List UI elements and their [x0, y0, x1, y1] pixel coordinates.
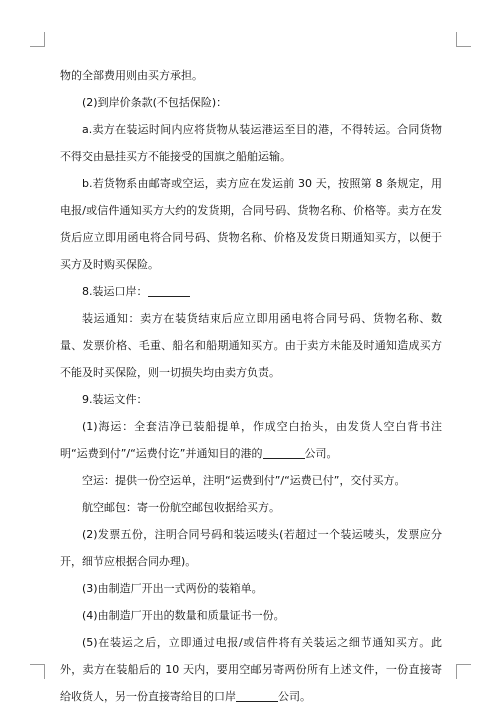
paragraph-quality-certificate	[60, 602, 442, 629]
paragraph-text: 8.装运口岸：	[82, 285, 148, 298]
crop-mark-bottom-left	[30, 664, 45, 679]
paragraph-clause-b	[60, 170, 442, 278]
paragraph-tail-text: 公司。	[278, 690, 311, 703]
paragraph-port-of-shipment	[60, 278, 442, 305]
paragraph-clause-a	[60, 116, 442, 170]
paragraph-text: (5)在装运之后，立即通过电报/或信件将有关装运之细节通知买方。此外，卖方在装船后的 10 天内，要用空邮另寄两份所有上述文件，一份直接寄给收货人，另一份直接寄给目的口岸	[60, 636, 442, 703]
document-body	[60, 62, 442, 710]
paragraph-ocean-transport	[60, 413, 442, 467]
paragraph-text: 物的全部费用则由买方承担。	[60, 69, 203, 82]
paragraph-text: 空运：提供一份空运单，注明“运费到付”/“运费已付”，交付买方。	[82, 474, 406, 487]
paragraph-air-transport	[60, 467, 442, 494]
paragraph-post-shipment-notice	[60, 629, 442, 710]
crop-mark-top-right	[456, 32, 471, 47]
paragraph-tail-text: 公司。	[304, 447, 338, 460]
paragraph-text: (2)到岸价条款(不包括保险)：	[82, 96, 228, 109]
blank-line-port-of-shipment	[148, 284, 190, 297]
paragraph-shipping-notice	[60, 305, 442, 386]
paragraph-text: (1)海运：全套洁净已装船提单，作成空白抬头，由发货人空白背书注明“运费到付”/“运费付讫”并通知目的港的	[60, 420, 442, 460]
blank-line-company-destination	[263, 446, 305, 459]
paragraph-text: 航空邮包：寄一份航空邮包收据给买方。	[82, 501, 280, 514]
paragraph-text: 9.装运文件：	[82, 393, 148, 406]
paragraph-cfr-terms-heading	[60, 89, 442, 116]
paragraph-text: (3)由制造厂开出一式两份的装箱单。	[82, 582, 263, 595]
crop-mark-top-left	[30, 32, 45, 47]
paragraph-text: a.卖方在装运时间内应将货物从装运港运至目的港，不得转运。合同货物不得交由悬挂买方不能接受的国旗之船舶运输。	[60, 123, 442, 163]
paragraph-text: (4)由制造厂开出的数量和质量证书一份。	[82, 609, 285, 622]
paragraph-invoices	[60, 521, 442, 575]
paragraph-text: b.若货物系由邮寄或空运，卖方应在发运前 30 天，按照第 8 条规定，用电报/或信件通知买方大约的发货期，合同号码、货物名称、价格等。卖方在发货后应立即用函电将合同号码、货物名称、价格及发货日期通知买方，以便于买方及时购买保险。	[60, 177, 442, 271]
paragraph-text: 装运通知：卖方在装货结束后应立即用函电将合同号码、货物名称、数量、发票价格、毛重、船名和船期通知买方。由于卖方未能及时通知造成买方不能及时买保险，则一切损失均由卖方负责。	[60, 312, 442, 379]
paragraph-text: (2)发票五份，注明合同号码和装运唛头(若超过一个装运唛头，发票应分开，细节应根据合同办理)。	[60, 528, 442, 568]
paragraph-shipping-documents-heading	[60, 386, 442, 413]
paragraph-air-parcel	[60, 494, 442, 521]
paragraph-cost-borne-by-buyer	[60, 62, 442, 89]
blank-line-company-port	[236, 689, 278, 702]
paragraph-packing-list	[60, 575, 442, 602]
crop-mark-bottom-right	[456, 664, 471, 679]
